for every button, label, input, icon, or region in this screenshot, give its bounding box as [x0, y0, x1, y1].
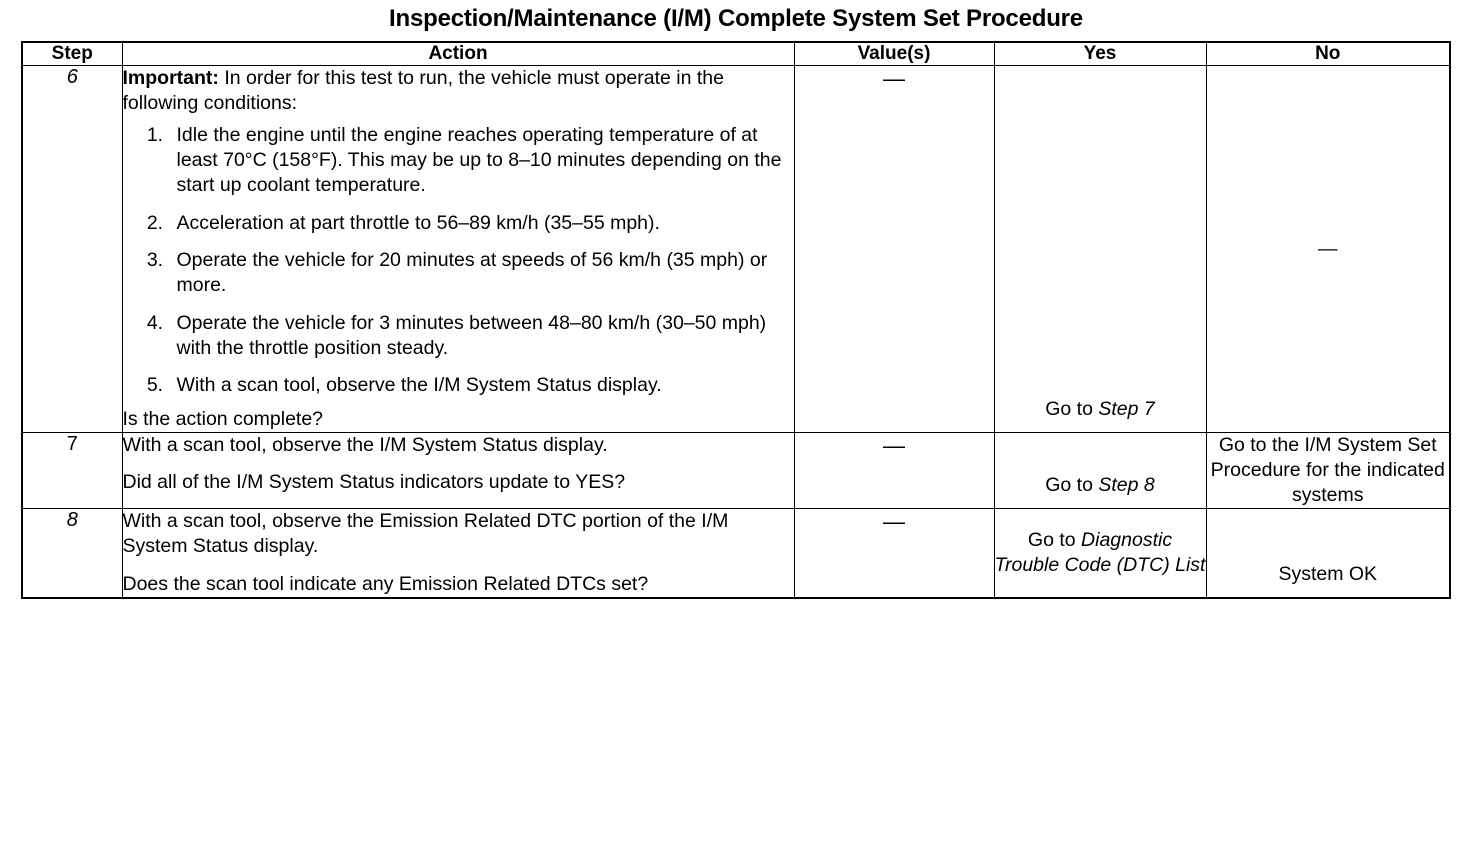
- list-item: 3. Operate the vehicle for 20 minutes at speeds of 56 km/h (35 mph) or more.: [169, 248, 794, 299]
- column-header-action: Action: [122, 42, 794, 66]
- table-body: [22, 66, 1450, 599]
- action-question: Does the scan tool indicate any Emission Related DTCs set?: [122, 572, 649, 595]
- step-number: 7: [22, 433, 122, 509]
- column-header-no: No: [1206, 42, 1450, 66]
- no-cell: —: [1206, 66, 1450, 433]
- yes-goto-prefix: Go to: [1045, 474, 1099, 497]
- column-header-step: Step: [22, 42, 122, 66]
- no-cell: System OK: [1206, 508, 1450, 598]
- value-cell: —: [794, 508, 994, 598]
- important-note: [123, 66, 794, 117]
- column-header-yes: Yes: [994, 42, 1206, 66]
- procedure-table: [21, 41, 1451, 599]
- yes-goto-prefix: Go to: [1027, 529, 1082, 552]
- value-cell: —: [794, 66, 994, 433]
- action-line: With a scan tool, observe the I/M System Status display.: [122, 434, 608, 457]
- yes-cell: [994, 508, 1206, 598]
- table-header-row: [22, 42, 1450, 66]
- table-header: [22, 42, 1450, 66]
- action-cell: [122, 433, 794, 509]
- table-row: [22, 508, 1450, 598]
- page-title: Inspection/Maintenance (I/M) Complete System Set Procedure: [389, 5, 1083, 32]
- yes-goto-target: Diagnostic Trouble Code (DTC) List: [994, 529, 1206, 576]
- yes-goto-prefix: Go to: [1045, 398, 1099, 421]
- document-page: [0, 5, 1472, 857]
- table-row: [22, 66, 1450, 433]
- yes-goto-target: Step 8: [1098, 474, 1155, 497]
- list-item: 5. With a scan tool, observe the I/M System Status display.: [169, 373, 794, 398]
- value-cell: —: [794, 433, 994, 509]
- action-question: Is the action complete?: [122, 407, 324, 430]
- list-item: 4. Operate the vehicle for 3 minutes between 48–80 km/h (30–50 mph) with the throttle position steady.: [169, 311, 794, 362]
- important-text: In order for this test to run, the vehicle must operate in the following conditions:: [122, 67, 725, 115]
- list-item: 2. Acceleration at part throttle to 56–89 km/h (35–55 mph).: [169, 211, 794, 236]
- yes-cell: [994, 433, 1206, 509]
- action-step-list: [123, 123, 794, 399]
- column-header-values: Value(s): [794, 42, 994, 66]
- step-number: 8: [22, 508, 122, 598]
- table-row: [22, 433, 1450, 509]
- no-cell: Go to the I/M System Set Procedure for the indicated systems: [1206, 433, 1450, 509]
- yes-cell: [994, 66, 1206, 433]
- action-question: Did all of the I/M System Status indicators update to YES?: [122, 471, 626, 494]
- step-number: 6: [22, 66, 122, 433]
- important-label: Important:: [122, 67, 219, 89]
- list-item: 1. Idle the engine until the engine reaches operating temperature of at least 70°C (158°F). This may be up to 8–10 minutes depending on the start up coolant temperature.: [169, 123, 794, 199]
- action-cell: [122, 508, 794, 598]
- yes-goto-target: Step 7: [1098, 398, 1155, 421]
- action-cell: [122, 66, 794, 433]
- action-line: With a scan tool, observe the Emission Related DTC portion of the I/M System Status display.: [122, 509, 729, 558]
